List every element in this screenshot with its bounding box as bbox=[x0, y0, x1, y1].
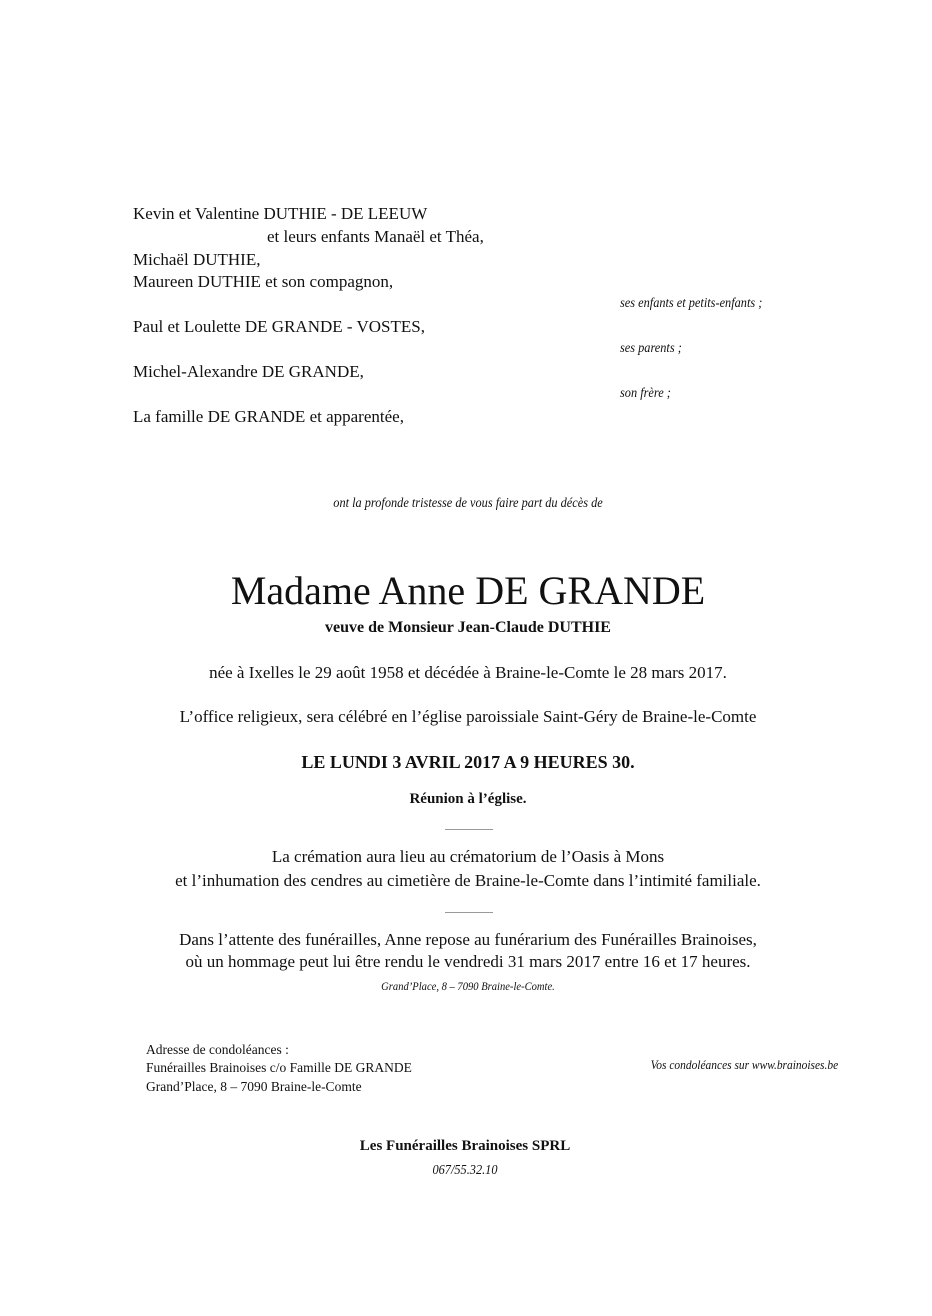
family-line: Paul et Loulette DE GRANDE - VOSTES, bbox=[133, 317, 425, 336]
condolence-line: Grand’Place, 8 – 7090 Braine-le-Comte bbox=[146, 1079, 362, 1094]
relation-label: son frère ; bbox=[620, 386, 671, 401]
online-condolences: Vos condoléances sur www.brainoises.be bbox=[650, 1057, 838, 1072]
company-name: Les Funérailles Brainoises SPRL bbox=[359, 1138, 571, 1154]
cremation-line: La crémation aura lieu au crématorium de l’Oasis à Mons bbox=[271, 847, 665, 866]
service-meeting: Réunion à l’église. bbox=[409, 791, 527, 807]
relation-label: ses parents ; bbox=[620, 341, 682, 356]
relation-label: ses enfants et petits-enfants ; bbox=[620, 296, 763, 311]
family-line: Michaël DUTHIE, bbox=[133, 250, 261, 269]
family-line: Kevin et Valentine DUTHIE - DE LEEUW bbox=[133, 204, 428, 223]
family-line: Maureen DUTHIE et son compagnon, bbox=[133, 272, 394, 291]
service-date: LE LUNDI 3 AVRIL 2017 A 9 HEURES 30. bbox=[301, 752, 635, 772]
family-line: et leurs enfants Manaël et Théa, bbox=[267, 227, 484, 246]
family-line: La famille DE GRANDE et apparentée, bbox=[133, 407, 404, 426]
visitation-line: où un hommage peut lui être rendu le vendredi 31 mars 2017 entre 16 et 17 heures. bbox=[185, 952, 751, 971]
condolence-line: Funérailles Brainoises c/o Famille DE GRANDE bbox=[146, 1060, 412, 1075]
condolence-line: Adresse de condoléances : bbox=[146, 1042, 289, 1057]
family-line: Michel-Alexandre DE GRANDE, bbox=[133, 362, 364, 381]
service-text: L’office religieux, sera célébré en l’église paroissiale Saint-Géry de Braine-le-Comte bbox=[179, 707, 757, 726]
visitation-address: Grand’Place, 8 – 7090 Braine-le-Comte. bbox=[381, 979, 555, 993]
company-phone: 067/55.32.10 bbox=[432, 1163, 498, 1178]
deceased-subtitle: veuve de Monsieur Jean-Claude DUTHIE bbox=[325, 619, 611, 636]
birth-death: née à Ixelles le 29 août 1958 et décédée à Braine-le-Comte le 28 mars 2017. bbox=[209, 663, 727, 682]
divider bbox=[445, 912, 493, 913]
divider bbox=[445, 829, 493, 830]
deceased-name: Madame Anne DE GRANDE bbox=[230, 568, 706, 613]
cremation-line: et l’inhumation des cendres au cimetière de Braine-le-Comte dans l’intimité familiale. bbox=[175, 871, 761, 890]
announcement-intro: ont la profonde tristesse de vous faire part du décès de bbox=[333, 496, 603, 511]
visitation-line: Dans l’attente des funérailles, Anne repose au funérarium des Funérailles Brainoises, bbox=[179, 930, 757, 949]
